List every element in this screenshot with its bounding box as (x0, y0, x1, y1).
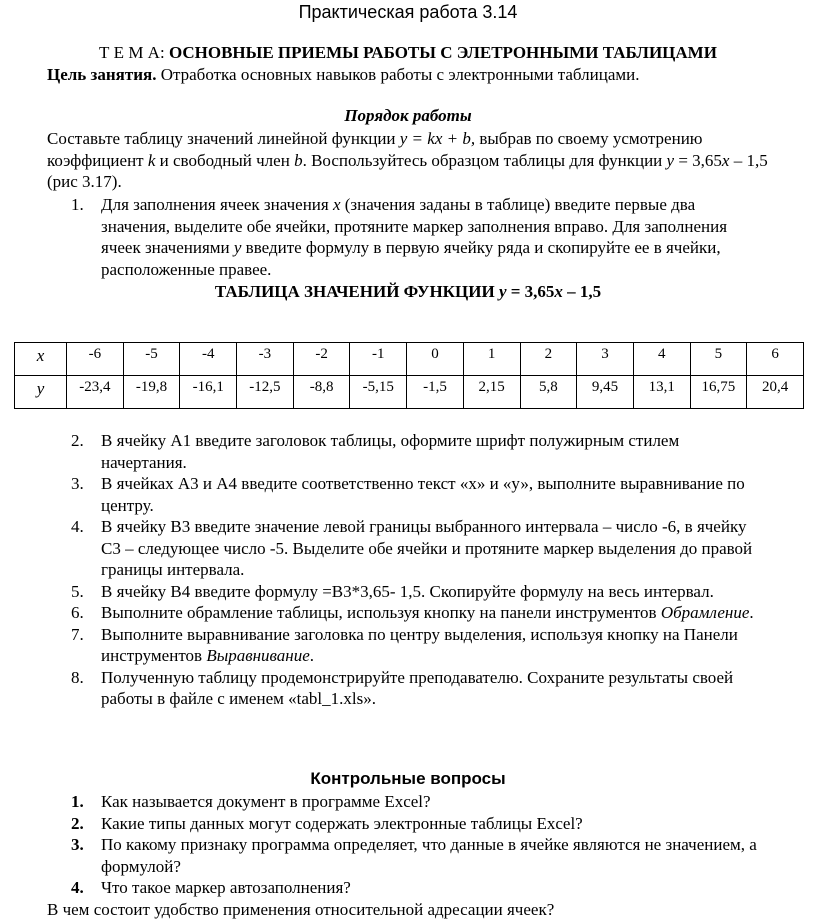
y-value-cell: -23,4 (67, 376, 124, 409)
table-heading-suffix: – 1,5 (562, 282, 602, 301)
intro-text: и свободный член (155, 150, 295, 170)
y-value-cell: -16,1 (180, 376, 237, 409)
x-value-cell: 1 (463, 343, 520, 376)
procedure-heading: Порядок работы (344, 106, 472, 125)
question-number: 3. (71, 835, 84, 854)
table-heading-x: x (554, 282, 563, 301)
row-header-y: y (15, 376, 67, 409)
final-question: В чем состоит удобство применения относительной адресации ячеек? (47, 900, 555, 919)
topic-text: ОСНОВНЫЕ ПРИЕМЫ РАБОТЫ С ЭЛЕТРОННЫМИ ТАБЛИЦАМИ (168, 43, 717, 62)
list-item (47, 624, 767, 667)
questions-list (47, 791, 767, 899)
intro-text: . Воспользуйтесь образцом таблицы для функции (302, 150, 667, 170)
document-title: Практическая работа 3.14 (298, 2, 518, 22)
question-number: 4. (71, 878, 84, 897)
y-value-cell: -12,5 (237, 376, 294, 409)
table-heading-y: y (498, 282, 507, 301)
y-value-cell: 20,4 (747, 376, 804, 409)
intro-text: Составьте таблицу значений линейной функции (47, 129, 400, 148)
list-item (47, 473, 767, 516)
step-number: 8. (71, 667, 84, 687)
step-italic-term: Обрамление (660, 603, 750, 622)
table-heading-mid: = 3,65 (506, 282, 555, 301)
x-value-cell: 3 (577, 343, 634, 376)
step-number: 6. (71, 603, 84, 622)
list-item (47, 667, 767, 710)
steps-list-first (47, 194, 767, 280)
question-number: 1. (71, 792, 84, 811)
goal-label: Цель занятия. (47, 65, 157, 84)
step-text: введите формулу в первую ячейку ряда и скопируйте ее в ячейки, расположенные правее. (101, 238, 721, 279)
x-value-cell: 0 (407, 343, 464, 376)
x-value-cell: -5 (123, 343, 180, 376)
topic-line (0, 42, 816, 64)
list-item (47, 430, 767, 473)
step-number: 7. (71, 624, 84, 644)
table-heading (0, 281, 816, 303)
x-value-cell: -2 (293, 343, 350, 376)
step-text: Выполните выравнивание заголовка по центру выделения, используя кнопку на Панели инструментов (101, 624, 738, 665)
list-item (47, 877, 767, 899)
goal-text: Отработка основных навыков работы с электронными таблицами. (156, 65, 640, 84)
step-italic-term: Выравнивание (206, 646, 310, 665)
x-value-cell: 2 (520, 343, 577, 376)
x-value-cell: 5 (690, 343, 747, 376)
list-item (47, 602, 767, 624)
question-number: 2. (71, 813, 84, 833)
table-row-x (15, 343, 804, 376)
y-value-cell: 13,1 (633, 376, 690, 409)
step-text: Для заполнения ячеек значения (101, 195, 333, 214)
step-number: 4. (71, 517, 84, 536)
question-text: Какие типы данных могут содержать электронные таблицы Excel? (101, 813, 583, 833)
intro-k: k (147, 150, 156, 170)
step-y: y (233, 238, 242, 257)
question-text: Как называется документ в программе Excel? (101, 792, 431, 811)
step-number: 5. (71, 581, 84, 601)
step-tail: . (749, 603, 754, 622)
step-text: Выполните обрамление таблицы, используя кнопку на панели инструментов (101, 603, 661, 622)
x-value-cell: 6 (747, 343, 804, 376)
step-text: В ячейку В4 введите формулу =В3*3,65- 1,5. Скопируйте формулу на весь интервал. (101, 581, 714, 601)
step-number: 1. (71, 195, 84, 214)
y-value-cell: -5,15 (350, 376, 407, 409)
step-text: В ячейках А3 и А4 введите соответственно текст «х» и «у», выполните выравнивание по центру. (101, 474, 745, 515)
function-values-table (14, 342, 804, 409)
questions-heading: Контрольные вопросы (310, 769, 506, 788)
list-item (47, 581, 767, 603)
question-text: Что такое маркер автозаполнения? (101, 878, 351, 897)
step-text: Полученную таблицу продемонстрируйте преподавателю. Сохраните результаты своей работы в файле с именем «tabl_1.xls». (101, 667, 734, 708)
y-value-cell: -19,8 (123, 376, 180, 409)
step-text: В ячейку А1 введите заголовок таблицы, оформите шрифт полужирным стилем начертания. (101, 431, 680, 472)
step-text: В ячейку В3 введите значение левой границы выбранного интервала – число -6, в ячейку С3 – следующее число -5. Выделите обе ячейки и протяните маркер выделения до правой границы интервала. (101, 517, 753, 579)
y-value-cell: 9,45 (577, 376, 634, 409)
intro-x: x (721, 150, 730, 170)
list-item (47, 516, 767, 581)
x-value-cell: -6 (67, 343, 124, 376)
intro-text: выбрав по своему усмотрению коэффициент (47, 129, 703, 170)
table-heading-prefix: ТАБЛИЦА ЗНАЧЕНИЙ ФУНКЦИИ (214, 282, 499, 301)
list-item (47, 813, 767, 835)
intro-b: b (294, 150, 303, 170)
step-tail: . (309, 646, 315, 665)
intro-paragraph (47, 128, 777, 193)
y-value-cell: 2,15 (463, 376, 520, 409)
y-value-cell: -8,8 (293, 376, 350, 409)
x-value-cell: 4 (633, 343, 690, 376)
y-value-cell: 5,8 (520, 376, 577, 409)
x-value-cell: -1 (350, 343, 407, 376)
intro-text: – 1,5 (рис 3.17). (47, 150, 768, 191)
list-item (47, 834, 767, 877)
step-text: (значения заданы в таблице) введите первые два значения, выделите обе ячейки, протяните маркер заполнения вправо. Для заполнения ячеек значениями (101, 195, 728, 257)
x-value-cell: -4 (180, 343, 237, 376)
intro-text: = 3,65 (674, 150, 722, 170)
goal-line (47, 64, 639, 86)
topic-label: Т Е М А: (99, 43, 169, 62)
y-value-cell: 16,75 (690, 376, 747, 409)
y-value-cell: -1,5 (407, 376, 464, 409)
step-number: 2. (71, 431, 84, 450)
intro-y: y (666, 150, 675, 170)
row-header-x: x (15, 343, 67, 376)
question-text: По какому признаку программа определяет, что данные в ячейке являются не значением, а формулой? (101, 835, 757, 876)
x-value-cell: -3 (237, 343, 294, 376)
steps-list-second (47, 430, 767, 710)
list-item (47, 194, 767, 280)
step-x: x (332, 195, 341, 214)
list-item (47, 791, 767, 813)
step-number: 3. (71, 474, 84, 493)
table-row-y (15, 376, 804, 409)
intro-formula: y = kx + b, (399, 129, 476, 148)
